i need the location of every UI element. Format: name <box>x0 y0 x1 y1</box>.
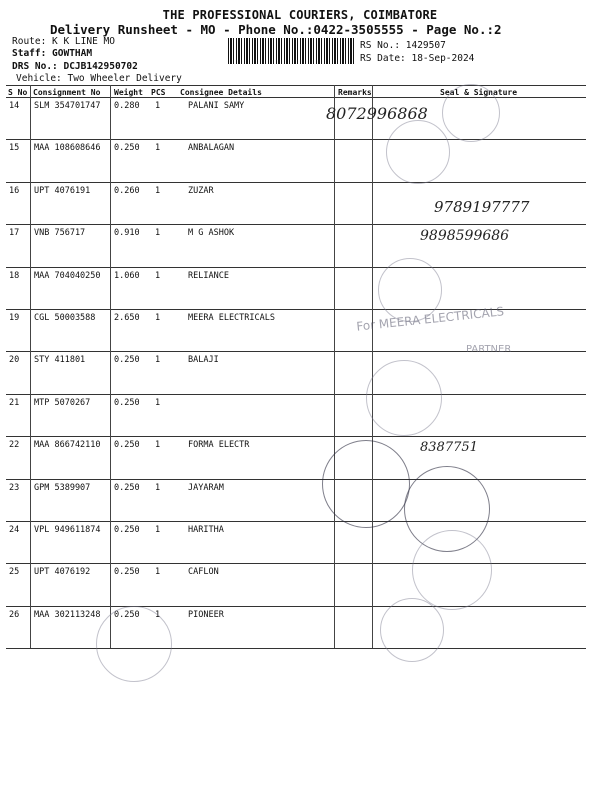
serial-number: 17 <box>9 228 20 239</box>
consignee-name: JAYARAM <box>188 482 224 493</box>
round-stamp <box>386 120 450 184</box>
round-stamp <box>378 258 442 322</box>
pieces-count: 1 <box>155 525 161 535</box>
round-stamp <box>322 440 410 528</box>
route-label: Route: K K LINE MO <box>12 36 115 47</box>
table-row-divider <box>6 97 586 98</box>
table-row-divider <box>6 606 586 607</box>
table-column-divider <box>110 85 111 648</box>
drs-number: DRS No.: DCJB142950702 <box>12 61 138 72</box>
rs-number: RS No.: 1429507 <box>360 40 446 51</box>
runsheet-title: THE PROFESSIONAL COURIERS, COIMBATORE <box>162 8 438 22</box>
consignee-name: ZUZAR <box>188 185 214 196</box>
table-row-divider <box>6 563 586 564</box>
weight-value: 0.250 <box>114 567 140 578</box>
weight-value: 0.250 <box>114 355 140 366</box>
staff-label: Staff: GOWTHAM <box>12 48 93 59</box>
consignment-number: VPL 949611874 <box>34 525 101 535</box>
pieces-count: 1 <box>155 313 161 323</box>
consignment-number: GPM 5389907 <box>34 482 91 493</box>
weight-value: 0.260 <box>114 185 140 196</box>
pieces-count: 1 <box>155 397 161 408</box>
column-header-pcs: PCS <box>151 88 166 97</box>
table-row-divider <box>6 394 586 395</box>
pieces-count: 1 <box>155 609 161 620</box>
table-column-divider <box>30 85 31 648</box>
column-header-sno: S No <box>8 88 28 97</box>
table-row-divider <box>6 139 586 140</box>
pieces-count: 1 <box>155 143 161 154</box>
consignee-name: M G ASHOK <box>188 228 235 239</box>
table-column-divider <box>372 85 373 648</box>
consignee-name: PALANI SAMY <box>188 101 245 111</box>
serial-number: 21 <box>9 397 20 408</box>
stamp-text-partner: PARTNER <box>466 344 512 355</box>
table-row-divider <box>6 648 586 649</box>
serial-number: 15 <box>9 143 20 154</box>
column-header-consignee: Consignee Details <box>180 88 262 97</box>
consignment-number: MAA 302113248 <box>34 609 101 620</box>
serial-number: 22 <box>9 440 20 451</box>
consignment-number: MAA 108608646 <box>34 143 101 154</box>
column-header-weight: Weight <box>114 88 143 97</box>
consignment-number: UPT 4076191 <box>34 185 91 196</box>
consignee-name: HARITHA <box>188 525 224 535</box>
table-row-divider <box>6 267 586 268</box>
consignee-name: RELIANCE <box>188 270 229 281</box>
weight-value: 0.280 <box>114 101 140 111</box>
column-header-consignment: Consignment No <box>33 88 101 97</box>
consignee-name: FORMA ELECTR <box>188 440 250 451</box>
table-row-divider <box>6 479 586 480</box>
weight-value: 0.250 <box>114 609 140 620</box>
pieces-count: 1 <box>155 228 161 239</box>
table-row-divider <box>6 521 586 522</box>
table-row-divider <box>6 182 586 183</box>
runsheet-subtitle: Delivery Runsheet - MO - Phone No.:0422-3505555 - Page No.:2 <box>50 22 502 37</box>
round-stamp <box>366 360 442 436</box>
consignment-number: SLM 354701747 <box>34 101 101 111</box>
weight-value: 0.250 <box>114 482 140 493</box>
handwritten-phone-row16: 9789197777 <box>434 198 530 216</box>
round-stamp <box>412 530 492 610</box>
table-row-divider <box>6 85 586 86</box>
consignee-name: MEERA ELECTRICALS <box>188 313 275 323</box>
barcode <box>228 38 356 64</box>
serial-number: 16 <box>9 185 20 196</box>
consignee-name: CAFLON <box>188 567 219 578</box>
consignee-name: BALAJI <box>188 355 219 366</box>
serial-number: 20 <box>9 355 20 366</box>
consignment-number: VNB 756717 <box>34 228 86 239</box>
column-header-seal: Seal & Signature <box>440 88 518 97</box>
handwritten-phone-row14: 8072996868 <box>326 104 428 123</box>
round-stamp <box>96 606 172 682</box>
column-header-remarks: Remarks <box>338 88 372 97</box>
serial-number: 23 <box>9 482 20 493</box>
weight-value: 0.250 <box>114 440 140 451</box>
pieces-count: 1 <box>155 185 161 196</box>
consignment-number: MAA 704040250 <box>34 270 101 281</box>
consignment-number: MAA 866742110 <box>34 440 101 451</box>
table-row-divider <box>6 224 586 225</box>
pieces-count: 1 <box>155 440 161 451</box>
weight-value: 0.250 <box>114 525 140 535</box>
serial-number: 24 <box>9 525 20 535</box>
serial-number: 18 <box>9 270 20 281</box>
weight-value: 0.250 <box>114 397 140 408</box>
consignee-name: PIONEER <box>188 609 224 620</box>
table-column-divider <box>334 85 335 648</box>
round-stamp <box>442 84 500 142</box>
pieces-count: 1 <box>155 482 161 493</box>
consignment-number: CGL 50003588 <box>34 313 96 323</box>
vehicle-label: Vehicle: Two Wheeler Delivery <box>16 73 182 84</box>
consignment-number: UPT 4076192 <box>34 567 91 578</box>
round-stamp <box>380 598 444 662</box>
pieces-count: 1 <box>155 567 161 578</box>
weight-value: 1.060 <box>114 270 140 281</box>
consignment-number: MTP 5070267 <box>34 397 91 408</box>
serial-number: 19 <box>9 313 20 323</box>
consignment-number: STY 411801 <box>34 355 86 366</box>
consignee-name: ANBALAGAN <box>188 143 235 154</box>
serial-number: 14 <box>9 101 20 111</box>
pieces-count: 1 <box>155 355 161 366</box>
stamp-text-meera: For MEERA ELECTRICALS <box>355 304 505 334</box>
table-row-divider <box>6 436 586 437</box>
serial-number: 25 <box>9 567 20 578</box>
handwritten-phone-row17: 9898599686 <box>420 228 510 244</box>
serial-number: 26 <box>9 609 20 620</box>
weight-value: 0.910 <box>114 228 140 239</box>
handwritten-phone-row22: 8387751 <box>420 440 478 455</box>
pieces-count: 1 <box>155 101 161 111</box>
rs-date: RS Date: 18-Sep-2024 <box>360 53 475 64</box>
weight-value: 0.250 <box>114 143 140 154</box>
weight-value: 2.650 <box>114 313 140 323</box>
pieces-count: 1 <box>155 270 161 281</box>
